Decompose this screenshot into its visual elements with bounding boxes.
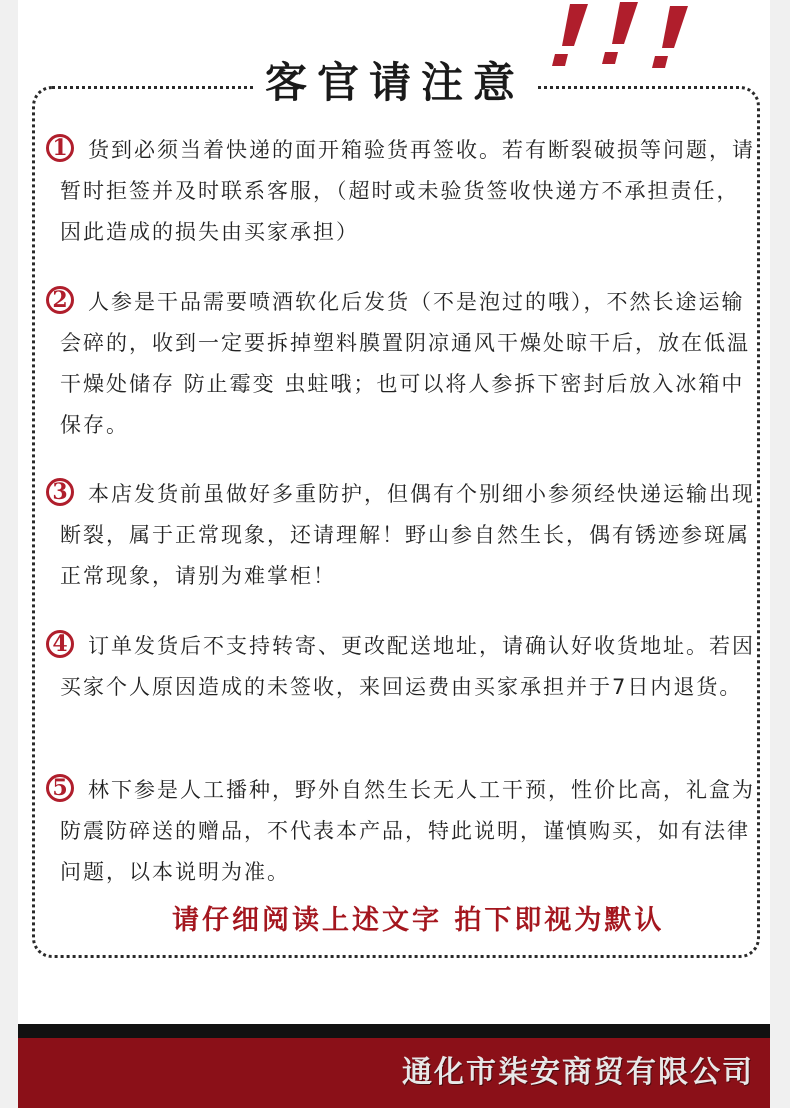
- notice-item: [44, 626, 760, 708]
- company-banner: [18, 1038, 770, 1108]
- read-carefully-note: 请仔细阅读上述文字 拍下即视为默认: [172, 905, 665, 936]
- band-divider: [18, 1024, 770, 1038]
- item-number-badge: 5: [46, 774, 74, 802]
- item-text: 订单发货后不支持转寄、更改配送地址，请确认好收货地址。若因买家个人原因造成的未签收，来回运费由买家承担并于7日内退货。: [60, 634, 755, 699]
- notice-item: [44, 282, 760, 446]
- notice-item: [44, 474, 760, 597]
- item-text: 本店发货前虽做好多重防护，但偶有个别细小参须经快递运输出现断裂，属于正常现象，还请理解！野山参自然生长，偶有锈迹参斑属正常现象，请别为难掌柜！: [60, 482, 755, 588]
- item-number-badge: 4: [46, 630, 74, 658]
- company-name: 通化市柒安商贸有限公司: [402, 1055, 754, 1090]
- item-number-badge: 2: [46, 286, 74, 314]
- notice-item: [44, 770, 760, 893]
- item-text: 货到必须当着快递的面开箱验货再签收。若有断裂破损等问题，请暂时拒签并及时联系客服，（超时或未验货签收快递方不承担责任，因此造成的损失由买家承担）: [60, 138, 755, 244]
- item-number-badge: 1: [46, 134, 74, 162]
- item-text: 林下参是人工播种，野外自然生长无人工干预，性价比高，礼盒为防震防碎送的赠品，不代表本产品，特此说明，谨慎购买，如有法律问题，以本说明为准。: [60, 778, 755, 884]
- notice-title: 客官请注意: [255, 52, 535, 114]
- item-text: 人参是干品需要喷酒软化后发货（不是泡过的哦），不然长途运输会碎的，收到一定要拆掉塑料膜置阴凉通风干燥处晾干后，放在低温干燥处储存 防止霉变 虫蛀哦；也可以将人参拆下密封后放入冰箱中保存。: [60, 290, 750, 437]
- notice-item: [44, 130, 760, 253]
- item-number-badge: 3: [46, 478, 74, 506]
- exclamation-marks-icon: [548, 0, 708, 78]
